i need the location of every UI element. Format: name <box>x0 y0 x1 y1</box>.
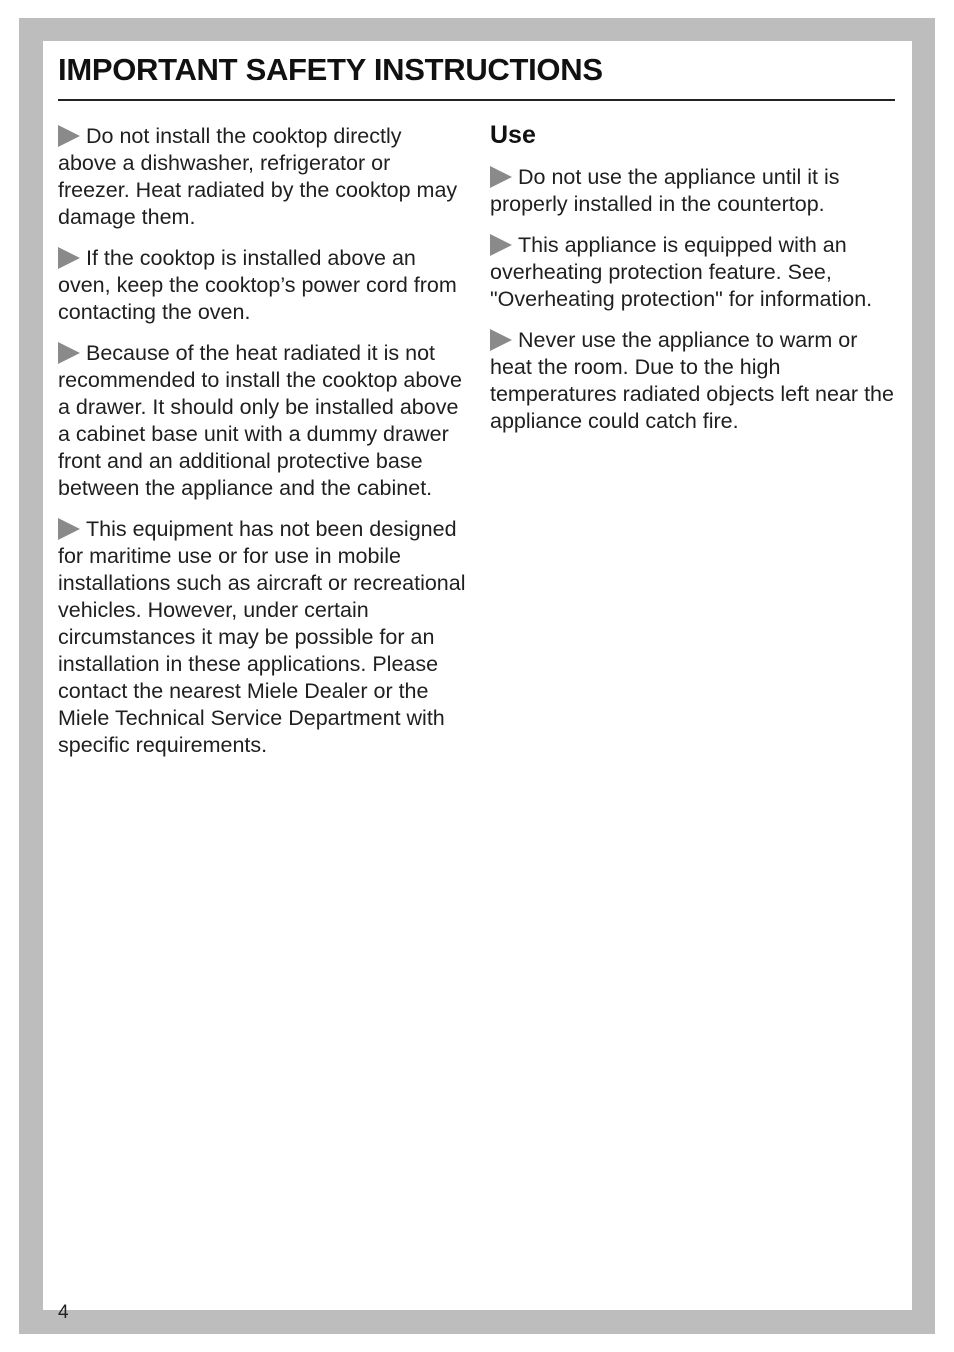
right-column <box>490 120 900 449</box>
page-title: IMPORTANT SAFETY INSTRUCTIONS <box>58 52 603 87</box>
paragraph-text: If the cooktop is installed above an oven, keep the cooktop’s power cord from contacting the oven. <box>58 246 457 324</box>
section-heading-use: Use <box>490 121 536 149</box>
triangle-right-icon <box>490 329 512 351</box>
safety-paragraph <box>58 245 466 326</box>
safety-paragraph <box>58 123 466 231</box>
triangle-right-icon <box>58 247 80 269</box>
paragraph-text: Never use the appliance to warm or heat the room. Due to the high temperatures radiated objects left near the appliance could catch fire. <box>490 328 894 433</box>
safety-paragraph <box>490 164 900 218</box>
safety-paragraph <box>58 516 466 759</box>
paragraph-text: Do not use the appliance until it is properly installed in the countertop. <box>490 165 840 216</box>
paragraph-text: Do not install the cooktop directly above a dishwasher, refrigerator or freezer. Heat radiated by the cooktop may damage them. <box>58 124 458 229</box>
left-column <box>58 123 466 773</box>
safety-paragraph <box>490 327 900 435</box>
triangle-right-icon <box>490 234 512 256</box>
paragraph-text: This appliance is equipped with an overheating protection feature. See, "Overheating protection" for information. <box>490 233 873 311</box>
triangle-right-icon <box>490 166 512 188</box>
safety-paragraph <box>490 232 900 313</box>
paragraph-text: This equipment has not been designed for maritime use or for use in mobile installations such as aircraft or recreational vehicles. However, under certain circumstances it may be possible for an installation in these applications. Please contact the nearest Miele Dealer or the Miele Technical Service Department with specific requirements. <box>58 517 466 757</box>
triangle-right-icon <box>58 342 80 364</box>
page-number: 4 <box>58 1302 69 1323</box>
paragraph-text: Because of the heat radiated it is not recommended to install the cooktop above a drawer. It should only be installed above a cabinet base unit with a dummy drawer front and an additional protective base between the appliance and the cabinet. <box>58 341 462 500</box>
triangle-right-icon <box>58 125 80 147</box>
triangle-right-icon <box>58 518 80 540</box>
title-divider <box>58 99 895 101</box>
safety-paragraph <box>58 340 466 502</box>
